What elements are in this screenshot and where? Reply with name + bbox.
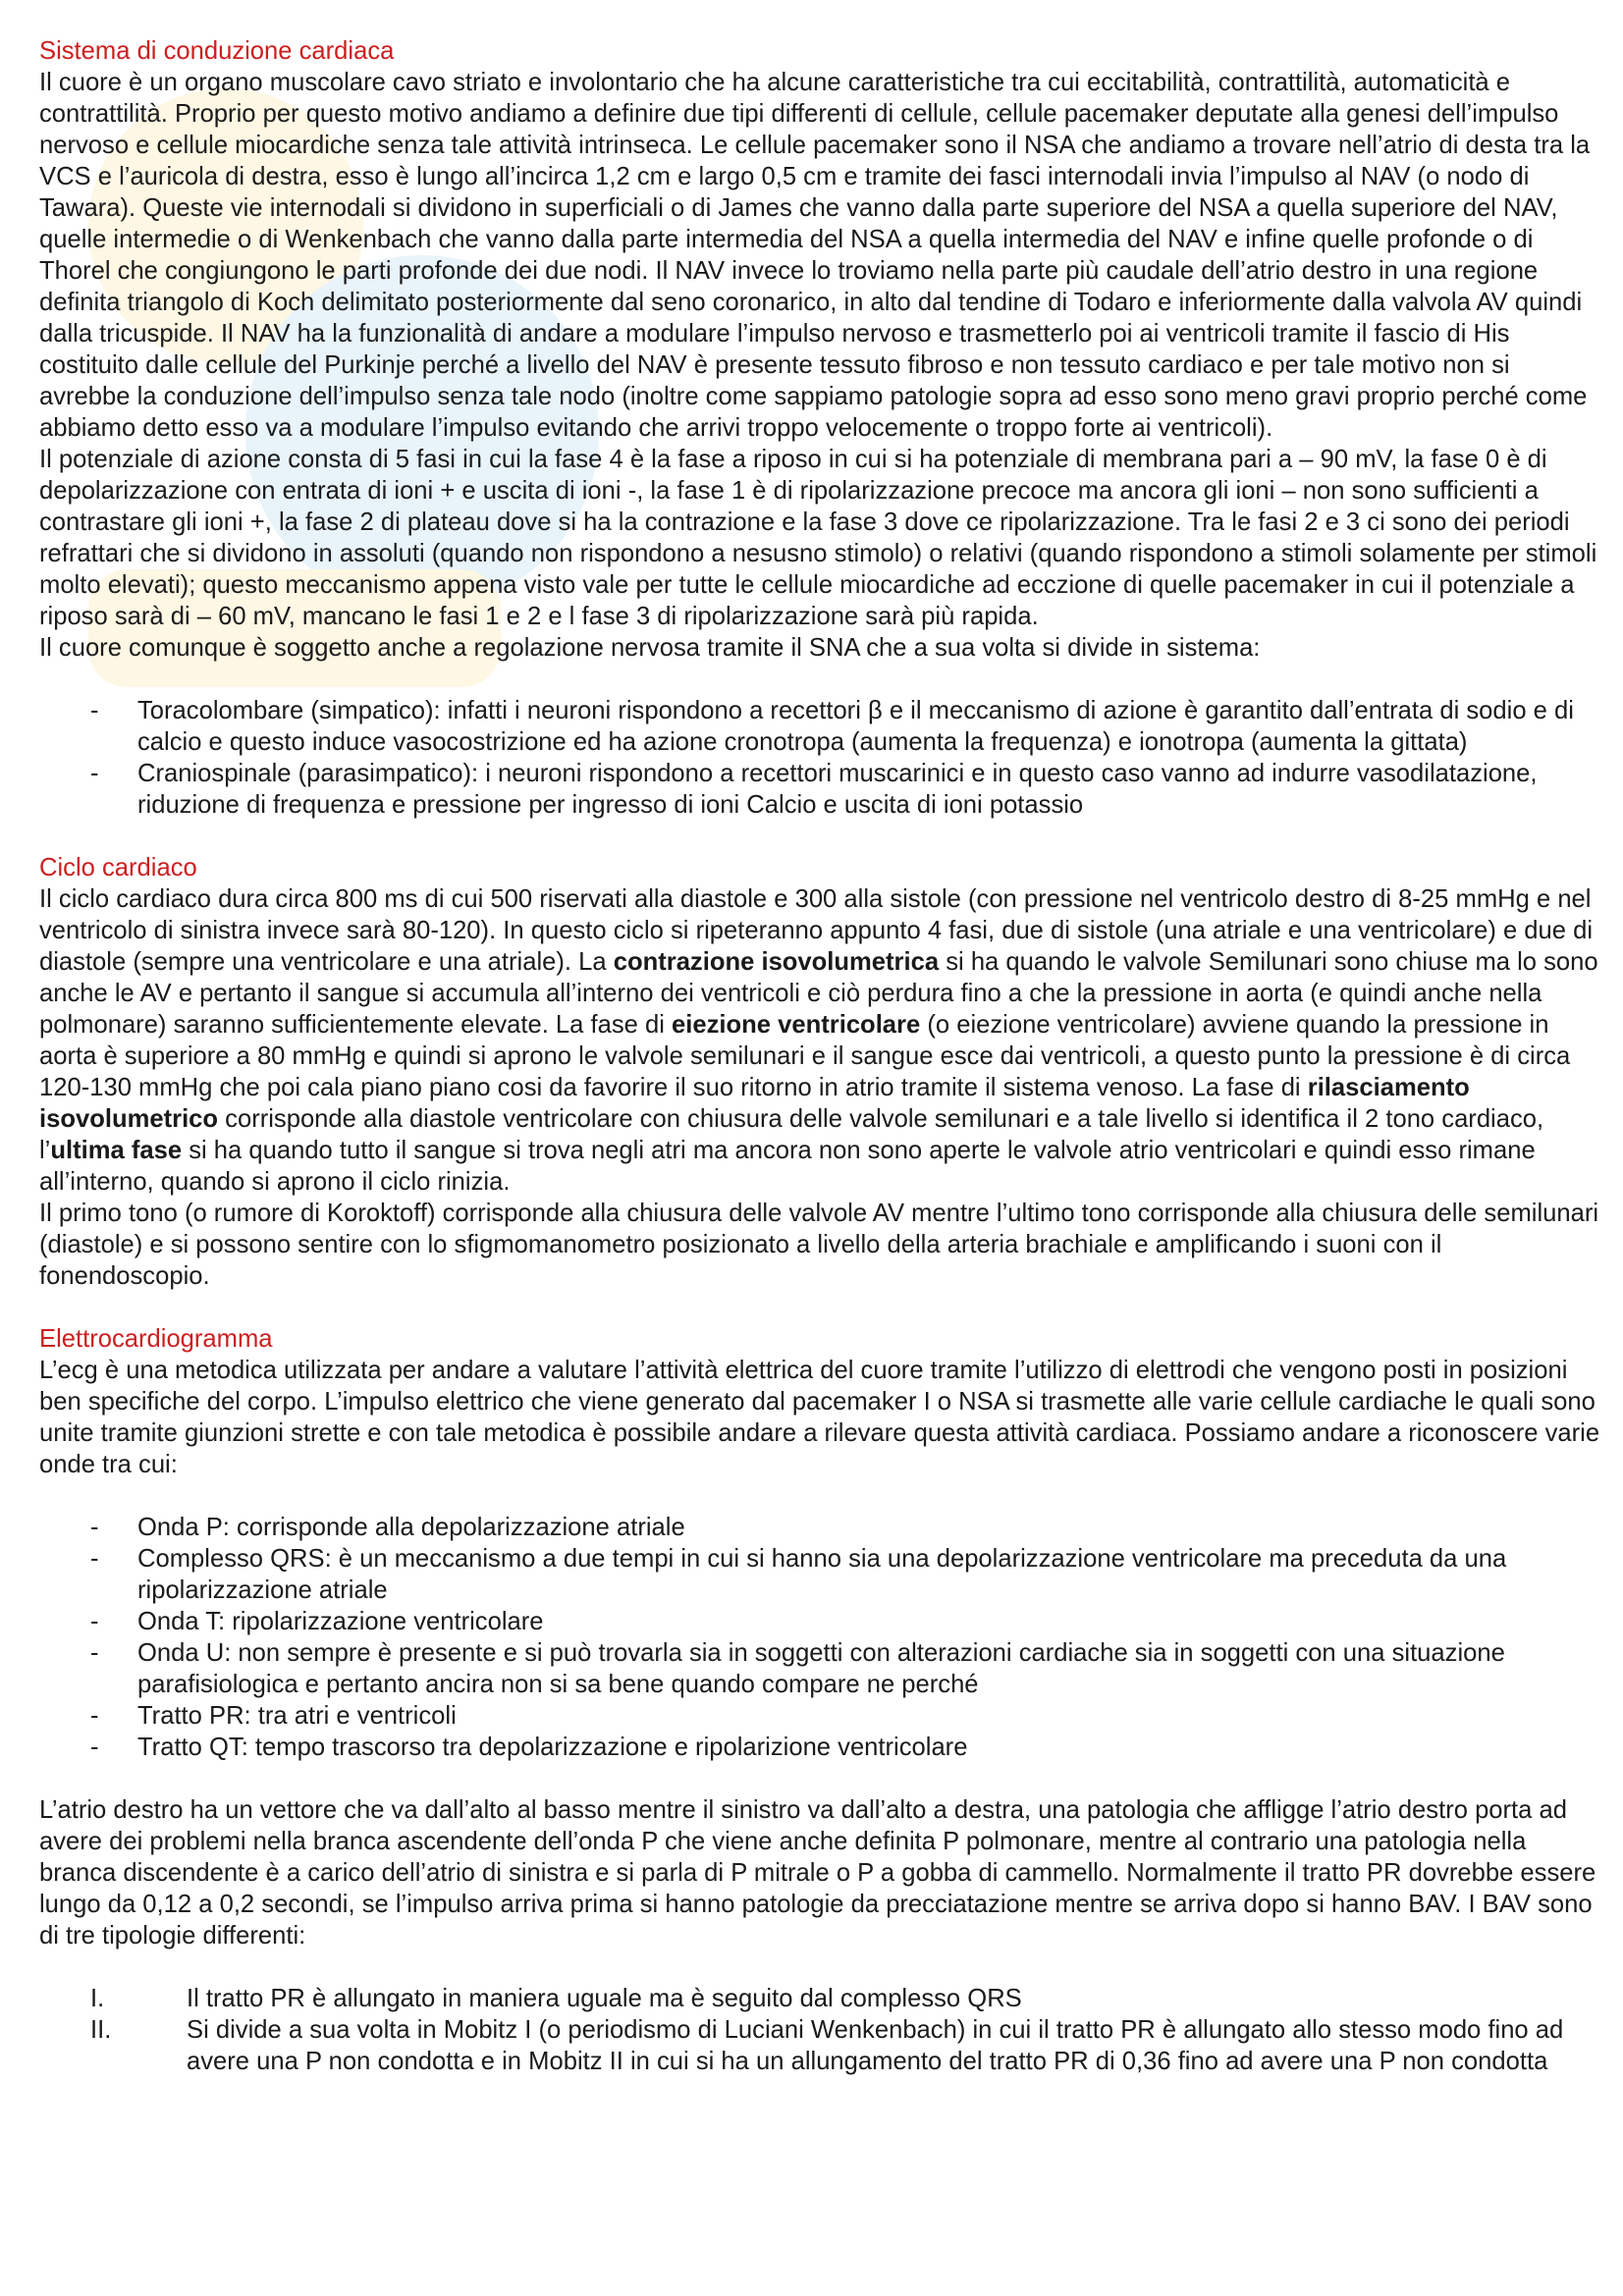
list-numeral: I. [90, 1985, 105, 2012]
list-item: - Complesso QRS: è un meccanismo a due tempi in cui si hanno sia una depolarizzazione ventricolare ma preceduta da una ripolarizzazione atriale [90, 1545, 1507, 1604]
list-item: - Tratto QT: tempo trascorso tra depolarizzazione e ripolarizione ventricolare [90, 1734, 968, 1761]
list-item-text: Il tratto PR è allungato in maniera uguale ma è seguito dal complesso QRS [187, 1985, 1022, 2012]
nervous-system-list [39, 695, 1600, 821]
paragraph: L’ecg è una metodica utilizzata per andare a valutare l’attività elettrica del cuore tramite l’utilizzo di elettrodi che vengono posti in posizioni ben specifiche del corpo. L’impulso elettrico che viene generato dal pacemaker I o NSA si trasmette alle varie cellule cardiache le quali sono unite tramite giunzioni strette e con tale metodica è possibile andare a rilevare questa attività cardiaca. Possiamo andare a riconoscere varie onde tra cui: [39, 1357, 1600, 1478]
paragraph: L’atrio destro ha un vettore che va dall’alto al basso mentre il sinistro va dall’alto a destra, una patologia che affligge l’atrio destro porta ad avere dei problemi nella branca ascendente dell’onda P che viene anche definita P polmonare, mentre al contrario una patologia nella branca discendente è a carico dell’atrio di sinistra e si parla di P mitrale o P a gobba di cammello. Normalmente il tratto PR dovrebbe essere lungo da 0,12 a 0,2 secondi, se l’impulso arriva prima si hanno patologie da precciatazione mentre se arriva dopo si hanno BAV. I BAV sono di tre tipologie differenti: [39, 1796, 1596, 1949]
document-page [39, 35, 1600, 2077]
ecg-waves-list [39, 1512, 1600, 1763]
paragraph: Il primo tono (o rumore di Koroktoff) corrisponde alla chiusura delle valvole AV mentre l’ultimo tono corrisponde alla chiusura delle semilunari (diastole) e si possono sentire con lo sfigmomanometro posizionato a livello della arteria brachiale e amplificando i suoni con il fonendoscopio. [39, 1200, 1599, 1290]
list-item-text: Craniospinale (parasimpatico): i neuroni rispondono a recettori muscarinici e in questo caso vanno ad indurre vasodilatazione, riduzione di frequenza e pressione per ingresso di ioni Calcio e uscita di ioni potassio [137, 760, 1538, 819]
list-item [39, 1983, 1600, 2014]
list-item: - Onda P: corrisponde alla depolarizzazione atriale [90, 1514, 685, 1541]
list-item: - Toracolombare (simpatico): infatti i neuroni rispondono a recettori β e il meccanismo di azione è garantito dall’entrata di sodio e di calcio e questo induce vasocostrizione ed ha azione cronotropa (aumenta la frequenza) e ionotropa (aumenta la gittata) [90, 697, 1574, 756]
section-heading-cardiac-cycle: Ciclo cardiaco [39, 854, 197, 881]
bold-term: rilasciamento isovolumetrico [39, 1074, 1470, 1133]
list-item-text: Onda P: corrisponde alla depolarizzazione atriale [137, 1514, 685, 1541]
list-numeral: II. [90, 2016, 112, 2044]
list-item-text: Onda T: ripolarizzazione ventricolare [137, 1608, 544, 1635]
bold-term: ultima fase [50, 1137, 183, 1164]
list-item-text: Tratto QT: tempo trascorso tra depolarizzazione e ripolarizione ventricolare [137, 1734, 968, 1761]
paragraph: Il ciclo cardiaco dura circa 800 ms di cui 500 riservati alla diastole e 300 alla sistole (con pressione nel ventricolo destro di 8-25 mmHg e nel ventricolo di sinistra invece sarà 80-120). In questo ciclo si ripeteranno appunto 4 fasi, due di sistole (una atriale e una ventricolare) e due di diastole (sempre una ventricolare e una atriale). La contrazione isovolumetrica si ha quando le valvole Semilunari sono chiuse ma lo sono anche le AV e pertanto il sangue si accumula all’interno dei ventricoli e ciò perdura fino a che la pressione in aorta (e quindi anche nella polmonare) saranno sufficientemente elevate. La fase di eiezione ventricolare (o eiezione ventricolare) avviene quando la pressione in aorta è superiore a 80 mmHg e quindi si aprono le valvole semilunari e il sangue esce dai ventricoli, a questo punto la pressione è di circa 120-130 mmHg che poi cala piano piano cosi da favorire il suo ritorno in atrio tramite il sistema venoso. La fase di rilasciamento isovolumetrico corrisponde alla diastole ventricolare con chiusura delle valvole semilunari e a tale livello si identifica il 2 tono cardiaco, l’ultima fase si ha quando tutto il sangue si trova negli atri ma ancora non sono aperte le valvole atrio ventricolari e quindi esso rimane all’interno, quando si aprono il ciclo rinizia. [39, 885, 1598, 1196]
section-heading-conduction: Sistema di conduzione cardiaca [39, 37, 395, 65]
bold-term: contrazione isovolumetrica [613, 948, 940, 976]
paragraph: Il potenziale di azione consta di 5 fasi in cui la fase 4 è la fase a riposo in cui si ha potenziale di membrana pari a – 90 mV, la fase 0 è di depolarizzazione con entrata di ioni + e uscita di ioni -, la fase 1 è di ripolarizzazione precoce ma ancora gli ioni – non sono sufficienti a contrastare gli ioni +, la fase 2 di plateau dove si ha la contrazione e la fase 3 dove ce ripolarizzazione. Tra le fasi 2 e 3 ci sono dei periodi refrattari che si dividono in assoluti (quando non rispondono a nesusno stimolo) o relativi (quando rispondono a stimoli solamente per stimoli molto elevati); questo meccanismo appena visto vale per tutte le cellule miocardiche ad ecczione di quelle pacemaker in cui il potenziale a riposo sarà di – 60 mV, mancano le fasi 1 e 2 e l fase 3 di ripolarizzazione sarà più rapida. [39, 446, 1597, 630]
list-item-text: Complesso QRS: è un meccanismo a due tempi in cui si hanno sia una depolarizzazione ventricolare ma preceduta da una ripolarizzazione atriale [137, 1545, 1507, 1604]
list-item: - Onda U: non sempre è presente e si può trovarla sia in soggetti con alterazioni cardiache sia in soggetti con una situazione parafisiologica e pertanto ancira non si sa bene quando compare ne perché [90, 1639, 1505, 1698]
paragraph: Il cuore comunque è soggetto anche a regolazione nervosa tramite il SNA che a sua volta si divide in sistema: [39, 634, 1261, 662]
list-item: - Onda T: ripolarizzazione ventricolare [90, 1608, 544, 1635]
list-item-text: Onda U: non sempre è presente e si può trovarla sia in soggetti con alterazioni cardiache sia in soggetti con una situazione parafisiologica e pertanto ancira non si sa bene quando compare ne perché [137, 1639, 1505, 1698]
list-item: - Tratto PR: tra atri e ventricoli [90, 1702, 457, 1730]
list-item [39, 2014, 1600, 2077]
list-item-text: Tratto PR: tra atri e ventricoli [137, 1702, 457, 1730]
bav-types-list [39, 1983, 1600, 2077]
section-heading-ecg: Elettrocardiogramma [39, 1325, 273, 1353]
list-item-text: Si divide a sua volta in Mobitz I (o periodismo di Luciani Wenkenbach) in cui il tratto PR è allungato allo stesso modo fino ad avere una P non condotta e in Mobitz II in cui si ha un allungamento del tratto PR di 0,36 fino ad avere una P non condotta [187, 2016, 1564, 2075]
list-item-text: Toracolombare (simpatico): infatti i neuroni rispondono a recettori β e il meccanismo di azione è garantito dall’entrata di sodio e di calcio e questo induce vasocostrizione ed ha azione cronotropa (aumenta la frequenza) e ionotropa (aumenta la gittata) [137, 697, 1574, 756]
paragraph: Il cuore è un organo muscolare cavo striato e involontario che ha alcune caratteristiche tra cui eccitabilità, contrattilità, automaticità e contrattilità. Proprio per questo motivo andiamo a definire due tipi differenti di cellule, cellule pacemaker deputate alla genesi dell’impulso nervoso e cellule miocardiche senza tale attività intrinseca. Le cellule pacemaker sono il NSA che andiamo a trovare nell’atrio di desta tra la VCS e l’auricola di destra, esso è lungo all’incirca 1,2 cm e largo 0,5 cm e tramite dei fasci internodali invia l’impulso al NAV (o nodo di Tawara). Queste vie internodali si dividono in superficiali o di James che vanno dalla parte superiore del NSA a quella superiore del NAV, quelle intermedie o di Wenkenbach che vanno dalla parte intermedia del NSA a quella intermedia del NAV e infine quelle profonde o di Thorel che congiungono le parti profonde dei due nodi. Il NAV invece lo troviamo nella parte più caudale dell’atrio destro in una regione definita triangolo di Koch delimitato posteriormente dal seno coronarico, in alto dal tendine di Todaro e inferiormente dalla valvola AV quindi dalla tricuspide. Il NAV ha la funzionalità di andare a modulare l’impulso nervoso e trasmetterlo poi ai ventricoli tramite il fascio di His costituito dalle cellule del Purkinje perché a livello del NAV è presente tessuto fibroso e non tessuto cardiaco e per tale motivo non si avrebbe la conduzione dell’impulso senza tale nodo (inoltre come sappiamo patologie sopra ad esso sono meno gravi proprio perché come abbiamo detto esso va a modulare l’impulso evitando che arrivi troppo velocemente o troppo forte ai ventricoli). [39, 69, 1591, 442]
bold-term: eiezione ventricolare [672, 1011, 921, 1039]
list-item: - Craniospinale (parasimpatico): i neuroni rispondono a recettori muscarinici e in questo caso vanno ad indurre vasodilatazione, riduzione di frequenza e pressione per ingresso di ioni Calcio e uscita di ioni potassio [90, 760, 1538, 819]
